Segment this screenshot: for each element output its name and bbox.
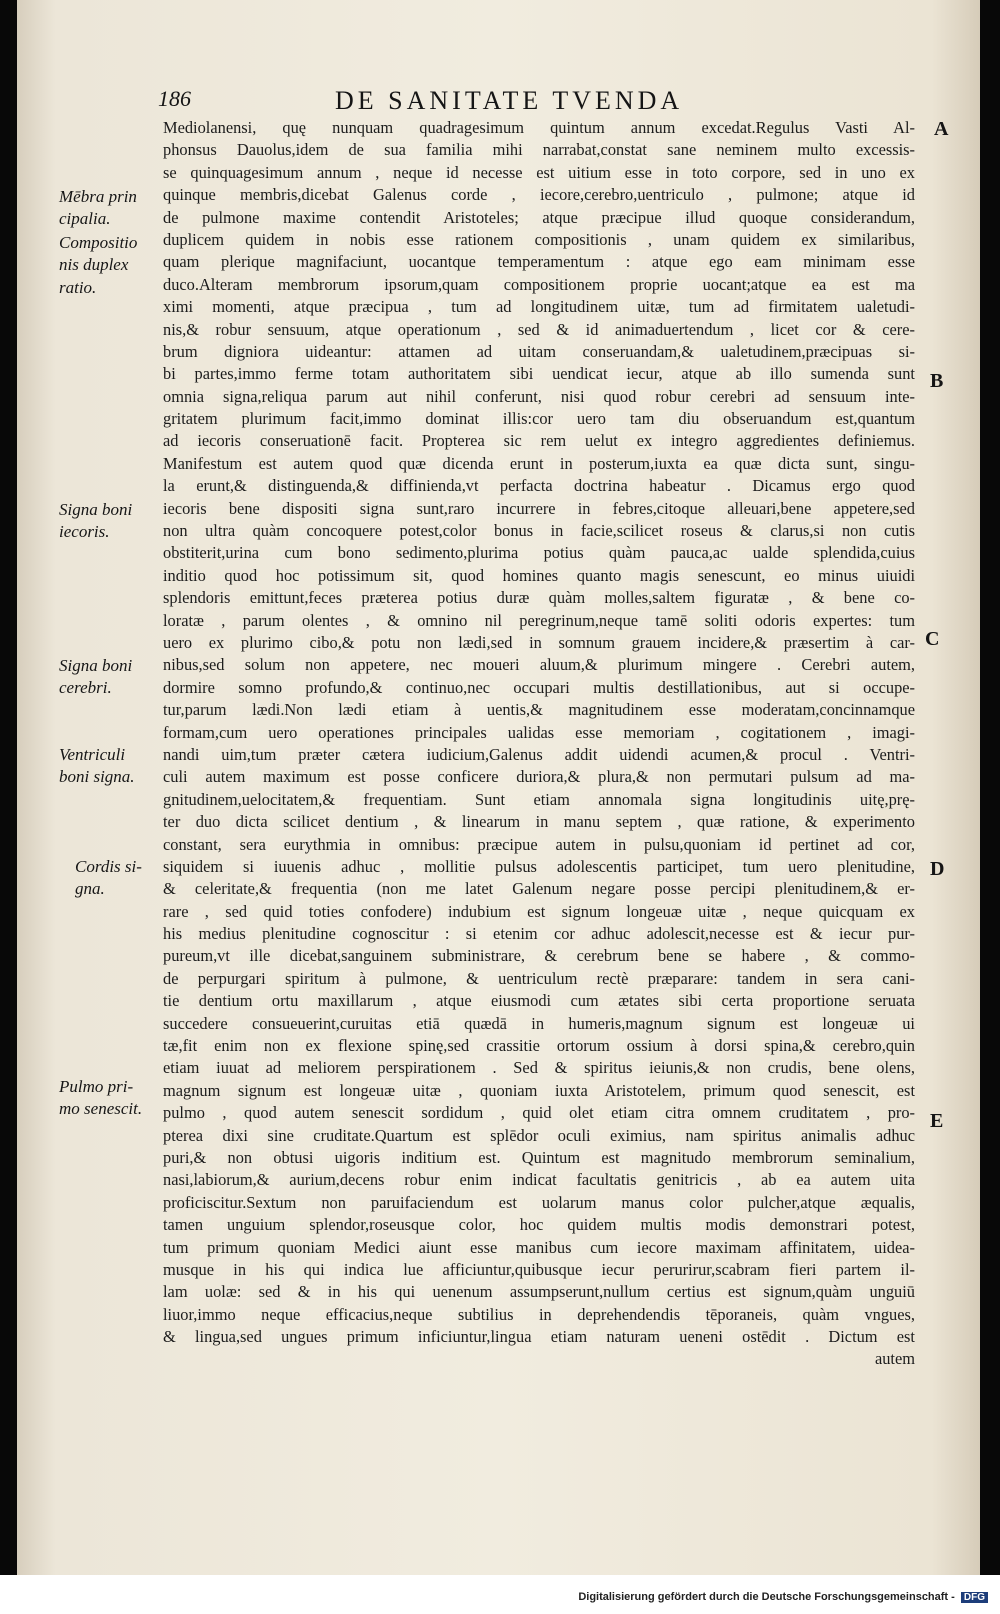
text-line: de pulmone maxime contendit Aristoteles; atque præcipue illud quoque considerandum, <box>163 207 915 227</box>
text-line: quinque membris,dicebat Galenus corde , iecore,cerebro,uentriculo , pulmone; atque id <box>163 185 915 205</box>
text-line: magnum signum est longeuæ uitæ , quoniam iuxta Aristotelem, primum quod senescit, est <box>163 1080 915 1100</box>
marginal-note-line: Cordis si- <box>75 857 142 876</box>
text-line: etiam iuuat ad meliorem perspirationem . Sed & spiritus ieiunis,& non crudis, bene olens, <box>163 1058 915 1078</box>
marginal-note-line: boni signa. <box>59 767 135 787</box>
text-line: la erunt,& distinguenda,& diffinienda,vt perfacta doctrina habeatur . Dicamus ergo quod <box>163 476 915 496</box>
text-line: phonsus Dauolus,idem de sua familia mihi narrabat,constat sane neminem multo excessis- <box>163 140 915 160</box>
text-line: nibus,sed solum non appetere, nec moueri aluum,& plurimum mingere . Cerebri autem, <box>163 655 915 675</box>
marginal-note-signa-boni-cerebri <box>59 655 159 700</box>
text-line: ximi momenti, atque præcipua , tum ad longitudinem uitæ, tum ad firmitatem ualetudi- <box>163 297 915 317</box>
marginal-note-membra-principalia <box>59 186 159 231</box>
text-line: liuor,immo neque efficacius,neque subtilius in deprehendendis tēporaneis, quàm vngues, <box>163 1304 915 1324</box>
text-line: siquidem si iuuenis adhuc , mollitie pulsus adolescentis participet, tum uero plenitudine, <box>163 856 915 876</box>
text-line: nasi,labiorum,& aurium,decens robur enim indicat facultatis genitricis , ab ea autem uita <box>163 1170 915 1190</box>
text-line: tie dentium ortu maxillarum , atque eiusmodi cum ætates sibi certa proportione seruata <box>163 991 915 1011</box>
text-line: brum digniora uideantur: attamen ad uitam conseruandam,& ualetudinem,præcipuas si- <box>163 341 915 361</box>
text-line: rare , sed quid toties confodere) indubium est signum longeuæ uitæ , neque quicquam ex <box>163 901 915 921</box>
marginal-note-pulmo-primo-senescit <box>59 1076 159 1121</box>
marginal-note-line: Ventriculi <box>59 745 126 764</box>
text-line: duco.Alteram membrorum ipsorum,quam compositionem proprie uocant;atque ea est ma <box>163 274 915 294</box>
footer-text: Digitalisierung gefördert durch die Deutsche Forschungsgemeinschaft - <box>578 1591 955 1603</box>
text-line: lam uolæ: sed & in his qui uenenum assumpserunt,nullum certius est signum,quàm unguiū <box>163 1282 915 1302</box>
text-line: Manifestum est autem quod quæ dicenda erunt in posterum,iuxta ea quæ dicta sunt, singu- <box>163 453 915 473</box>
marginal-note-line: Signa boni <box>59 656 133 675</box>
text-line: gritatem plurimum facit,immo dominat illis:cor uero tam diu obseruandum est,quantum <box>163 409 915 429</box>
text-line: tur,parum lædi.Non lædi etiam à uentis,& magnitudinem esse moderatam,concinnamque <box>163 700 915 720</box>
text-line: quam plerique magnifaciunt, uocantque temperamentum : atque ego eam minimam esse <box>163 252 915 272</box>
text-line: loratæ , parum olentes , & omnino nil peregrinum,neque tamē soliti odoris expertes: tum <box>163 610 915 630</box>
marginal-note-ventriculi-boni-signa <box>59 744 159 789</box>
text-line: pulmo , quod autem senescit sordidum , quid olet etiam citra omnem cruditatem , pro- <box>163 1103 915 1123</box>
marginal-note-line: mo senescit. <box>59 1099 143 1119</box>
marginal-note-line: ratio. <box>59 277 97 297</box>
marginal-note-line: cerebri. <box>59 678 112 698</box>
marginal-note-line: Signa boni <box>59 500 133 519</box>
marginal-note-line: Mēbra prin <box>59 187 137 206</box>
text-line: bi partes,immo ferme totam authoritatem sibi uendicat iecur, atque ab illo sumenda sunt <box>163 364 915 384</box>
text-line: iecoris bene dispositi signa sunt,raro incurrere in febres,citoque alleuari,bene appetere,sed <box>163 498 915 518</box>
section-letter-c: C <box>925 628 940 650</box>
text-line: nis,& robur sensuum, atque operationum , sed & id animaduertendum , licet cor & cere- <box>163 319 915 339</box>
text-line: his medius plenitudine cognoscitur : si etenim cor adhuc adolescit,necesse est & iecur pur- <box>163 924 915 944</box>
section-letter-a: A <box>934 118 949 140</box>
text-line: se quinquagesimum annum , neque id necesse est uitium esse in toto corpore, sed in uno ex <box>163 162 915 182</box>
text-line: de perpurgari spiritum à pulmone, & uentriculum rectè præparare: tandem in sera cani- <box>163 968 915 988</box>
text-line: inditio quod hoc potissimum sit, quod homines quanto magis senescunt, eo minus uiuidi <box>163 565 915 585</box>
marginal-note-compositionis-duplex <box>59 232 159 299</box>
text-line: non ultra quàm concoquere potest,color bonus in facie,scilicet roseus & clarus,si non cutis <box>163 521 915 541</box>
dfg-logo: DFG <box>961 1592 988 1603</box>
text-line: musque in his qui indica lue afficiuntur,quibusque iecur perurirur,scabram fieri partem il- <box>163 1259 915 1279</box>
text-line: pterea dixi sine cruditate.Quartum est splēdor oculi eximius, nam spiritus animalis adhuc <box>163 1125 915 1145</box>
body-text <box>163 117 915 1371</box>
text-line: culi autem maximum est posse conficere duriora,& plura,& non permutari pulsum ad ma- <box>163 767 915 787</box>
text-line: ter duo dicta scilicet dentium , & linearum in manu septem , quæ ratione, & experimento <box>163 812 915 832</box>
running-head: DE SANITATE TVENDA <box>335 86 684 115</box>
catchword: autem <box>874 1349 915 1369</box>
text-line: uero ex plurimo cibo,& potu non lædi,sed in somnum grauem incidere,& præsertim à car- <box>163 632 915 652</box>
text-line: duplicem quidem in nobis esse rationem compositionis , unam quidem ex similaribus, <box>163 229 915 249</box>
page-number: 186 <box>158 86 191 111</box>
text-line: tum primum quoniam Medici aiunt esse manibus cum iecore maximam affinitatem, uidea- <box>163 1237 915 1257</box>
text-line: obstiterit,urina cum bono sedimento,plurima potius quàm pauca,ac ualde splendida,cuius <box>163 543 915 563</box>
text-line: & celeritate,& frequentia (non me latet Galenum negare posse percipi plenitudinem,& er- <box>163 879 915 899</box>
marginal-note-line: iecoris. <box>59 522 110 542</box>
marginal-note-line: nis duplex <box>59 255 129 275</box>
text-line: ad iecoris conseruationē facit. Propterea sic rem uelut ex integro aggredientes definiemus. <box>163 431 915 451</box>
section-letter-e: E <box>930 1110 944 1132</box>
text-line: puri,& non obtusi uigoris inditium est. Quintum est magnitudo membrorum seminalium, <box>163 1147 915 1167</box>
text-line: nandi uim,tum præter cætera iudicium,Galenus addit uidendi acumen,& procul . Ventri- <box>163 744 915 764</box>
text-line: constant, sera eurythmia in omnibus: præcipue autem in pulsu,quoniam id pertinet ad cor, <box>163 834 915 854</box>
text-line: succedere consueuerint,curuitas etiā quædā in humeris,magnum signum est longeuæ ui <box>163 1013 915 1033</box>
text-line: & lingua,sed ungues primum inficiuntur,lingua etiam naturam ueneni ostēdit . Dictum est <box>163 1327 915 1347</box>
digitization-footer <box>578 1591 988 1603</box>
section-letter-b: B <box>930 370 944 392</box>
marginal-note-line: Pulmo pri- <box>59 1077 134 1096</box>
text-line: Mediolanensi, quę nunquam quadragesimum quintum annum excedat.Regulus Vasti Al- <box>163 118 915 137</box>
text-line: tæ,fit enim non ex flexione spinę,sed crassitie ortorum ossium à dorsi spina,& cerebro,quin <box>163 1036 915 1056</box>
text-line: splendoris emittunt,feces præterea potius duræ quàm molles,saltem figuratæ , & bene co- <box>163 588 915 608</box>
text-line: gnitudinem,uelocitatem,& frequentiam. Sunt etiam annomala signa longitudinis uitę,prę- <box>163 789 915 809</box>
marginal-note-signa-boni-iecoris <box>59 499 159 544</box>
text-line: proficiscitur.Sextum non paruifaciendum est uolarum manus color pulcher,atque æqualis, <box>163 1192 915 1212</box>
text-line: tamen unguium splendor,roseusque color, hoc quidem multis modis demonstrari potest, <box>163 1215 915 1235</box>
text-line: omnia signa,reliqua parum aut nihil conferunt, nisi quod robur cerebri ad sensuum inte- <box>163 386 915 406</box>
text-line: pureum,vt ille dicebat,sanguinem subministrare, & cerebrum bene se habere , & commo- <box>163 946 915 966</box>
text-line: formam,cum uero operationes principales ualidas esse memoriam , cogitationem , imagi- <box>163 722 915 742</box>
marginal-note-line: gna. <box>75 879 105 899</box>
marginal-note-line: Compositio <box>59 233 138 252</box>
marginal-note-line: cipalia. <box>59 209 111 229</box>
text-line: dormire somno profundo,& continuo,nec occupari multis destillationibus, aut si occupe- <box>163 677 915 697</box>
section-letter-d: D <box>930 858 945 880</box>
marginal-note-cordis-signa <box>75 856 175 901</box>
